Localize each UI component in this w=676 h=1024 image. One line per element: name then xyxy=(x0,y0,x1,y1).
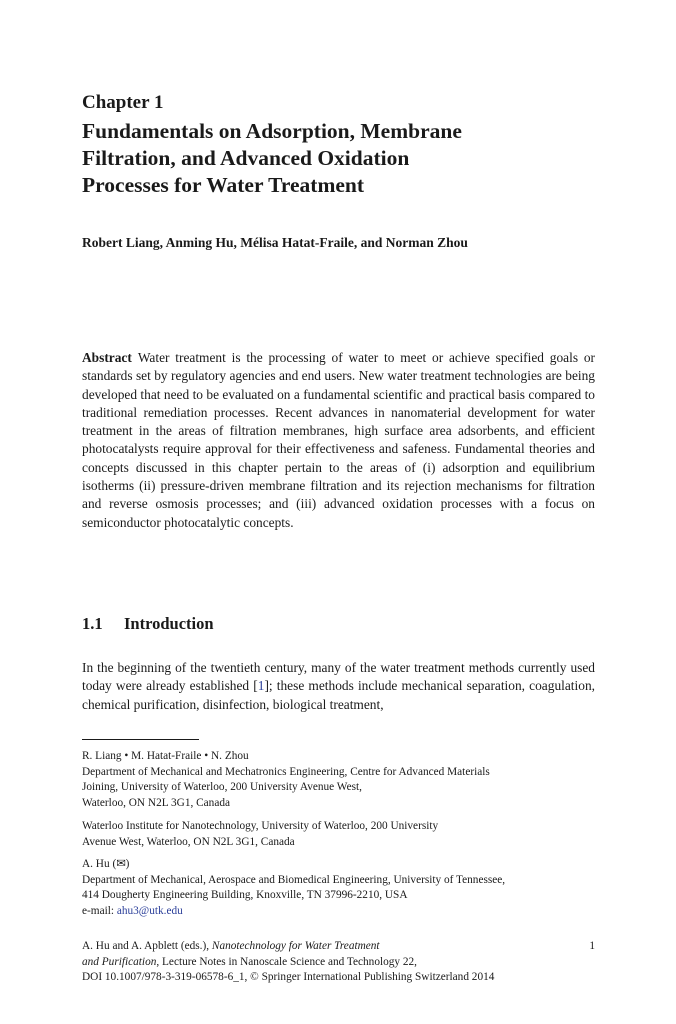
chapter-title-line: Fundamentals on Adsorption, Membrane xyxy=(82,119,462,143)
affiliation-line: Department of Mechanical, Aerospace and Biomedical Engineering, University of Tennessee, xyxy=(82,873,506,886)
affiliation-names xyxy=(82,857,595,873)
affiliation-line: Department of Mechanical and Mechatronics Engineering, Centre for Advanced Materials xyxy=(82,765,490,778)
affiliation-block xyxy=(82,819,595,850)
email-label: e-mail: xyxy=(82,904,117,917)
email-link[interactable]: ahu3@utk.edu xyxy=(116,904,183,917)
footnote-rule xyxy=(82,739,199,740)
affiliation-block xyxy=(82,857,595,919)
author-name-close: ) xyxy=(125,858,130,870)
footer-line xyxy=(82,939,595,955)
body-text: ]; these methods include mechanical separation, coagulation, chemical purification, disinfection, biological treatment, xyxy=(82,678,595,712)
email-line xyxy=(82,904,595,920)
affiliation-line: Waterloo, ON N2L 3G1, Canada xyxy=(82,796,231,809)
footer-line xyxy=(82,955,595,971)
affiliation-line: Joining, University of Waterloo, 200 University Avenue West, xyxy=(82,781,362,794)
affiliation-line: 414 Dougherty Engineering Building, Knoxville, TN 37996-2210, USA xyxy=(82,889,408,902)
page-number: 1 xyxy=(589,940,595,952)
affiliation-block xyxy=(82,749,595,811)
section-title: Introduction xyxy=(124,614,214,633)
book-title-cont: and Purification xyxy=(82,955,157,968)
book-title: Nanotechnology for Water Treatment xyxy=(211,940,380,952)
abstract xyxy=(82,349,595,532)
affiliation-line: Waterloo Institute for Nanotechnology, University of Waterloo, 200 University xyxy=(82,820,439,832)
chapter-title xyxy=(82,118,602,199)
chapter-title-line: Filtration, and Advanced Oxidation xyxy=(82,146,410,170)
citation-link[interactable]: 1 xyxy=(257,678,265,694)
footer-citation xyxy=(82,939,595,986)
chapter-label: Chapter 1 xyxy=(82,92,164,113)
affiliation-names: R. Liang • M. Hatat-Fraile • N. Zhou xyxy=(82,750,249,762)
abstract-label: Abstract xyxy=(82,350,132,365)
section-number: 1.1 xyxy=(82,614,103,633)
footer-editors: A. Hu and A. Apblett (eds.), xyxy=(82,940,212,952)
footer-series: , Lecture Notes in Nanoscale Science and Technology 22, xyxy=(156,955,417,968)
body-text: In the beginning of the twentieth century, many of the water treatment methods currently used today were already established [ xyxy=(82,660,595,694)
chapter-title-line: Processes for Water Treatment xyxy=(82,173,365,197)
envelope-icon: ✉ xyxy=(116,858,126,870)
author-list: Robert Liang, Anming Hu, Mélisa Hatat-Fraile, and Norman Zhou xyxy=(82,235,468,250)
section-body xyxy=(82,659,595,714)
affiliation-line: Avenue West, Waterloo, ON N2L 3G1, Canada xyxy=(82,835,295,848)
footer-doi: DOI 10.1007/978-3-319-06578-6_1, © Springer International Publishing Switzerland 2014 xyxy=(82,971,495,984)
section-heading xyxy=(82,614,214,634)
author-name: A. Hu ( xyxy=(82,858,117,870)
abstract-text: Water treatment is the processing of water to meet or achieve specified goals or standards set by regulatory agencies and end users. New water treatment technologies are being developed that need to be evaluated on a fundamental scientific and practical basis compared to traditional remediation processes. Recent advances in nanomaterial development for water treatment in the areas of filtration membranes, high surface area adsorbents, and efficient photocatalysts require approval for their effectiveness and safeness. Fundamental theories and concepts discussed in this chapter pertain to the areas of (i) adsorption and equilibrium isotherms (ii) pressure-driven membrane filtration and its rejection mechanisms for filtration and reverse osmosis processes; and (iii) advanced oxidation processes with a focus on semiconductor photocatalytic concepts. xyxy=(82,350,595,530)
